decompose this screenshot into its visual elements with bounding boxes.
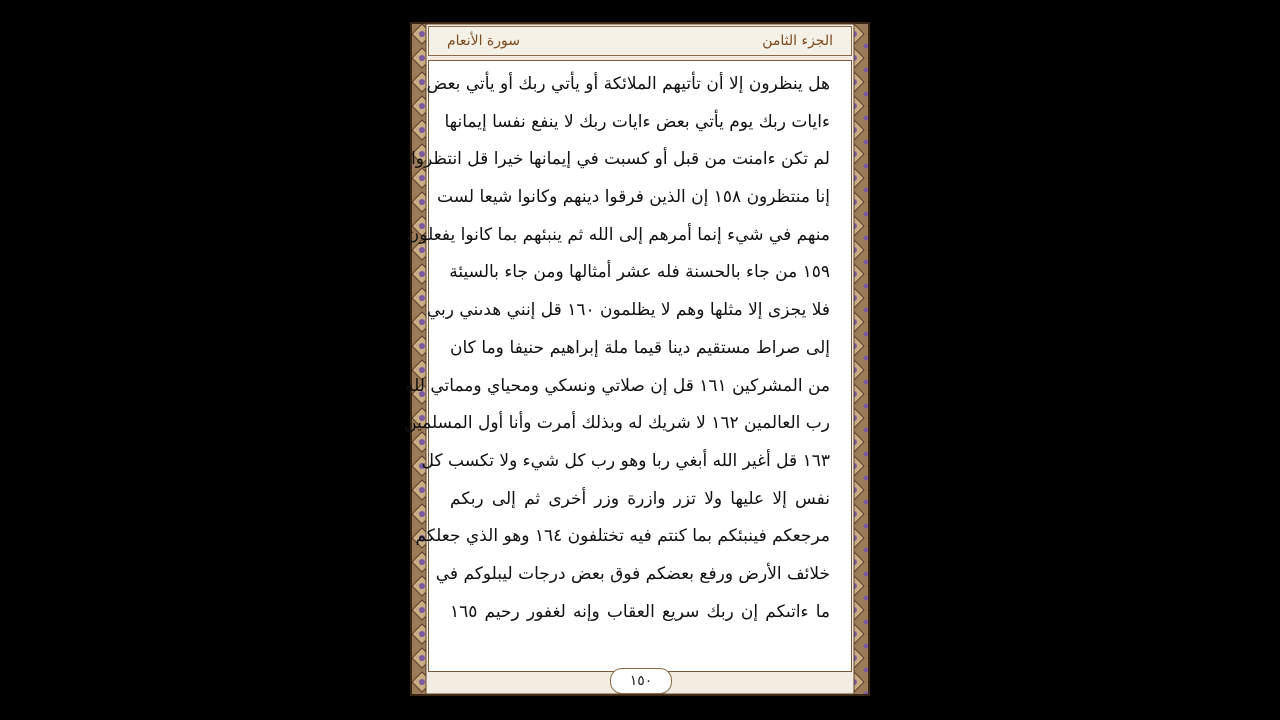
text-line: نفس إلا عليها ولا تزر وازرة وزر أخرى ثم إلى ربكم	[450, 488, 830, 509]
mushaf-page	[404, 22, 870, 696]
text-line: ءايات ربك يوم يأتي بعض ءايات ربك لا ينفع نفسا إيمانها	[444, 111, 830, 132]
page-header	[428, 26, 852, 56]
page-number-label: ١٥٠	[629, 673, 653, 689]
text-line: منهم في شيء إنما أمرهم إلى الله ثم ينبئهم بما كانوا يفعلون	[406, 224, 830, 245]
text-line: فلا يجزى إلا مثلها وهم لا يظلمون ١٦٠ قل إنني هدىني ربي	[426, 300, 830, 321]
page-number	[610, 668, 672, 694]
surah-name: سورة الأنعام	[447, 33, 520, 49]
text-line: إنا منتظرون ١٥٨ إن الذين فرقوا دينهم وكانوا شيعا لست	[437, 187, 830, 208]
text-line: هل ينظرون إلا أن تأتيهم الملائكة أو يأتي ربك أو يأتي بعض	[426, 74, 830, 94]
text-line: خلائف الأرض ورفع بعضكم فوق بعض درجات ليبلوكم في	[435, 563, 830, 584]
text-line: ١٥٩ من جاء بالحسنة فله عشر أمثالها ومن جاء بالسيئة	[449, 262, 830, 283]
quran-text	[404, 66, 830, 631]
text-line: ما ءاتىكم إن ربك سريع العقاب وإنه لغفور رحيم ١٦٥	[450, 601, 830, 622]
text-line: رب العالمين ١٦٢ لا شريك له وبذلك أمرت وأنا أول المسلمين	[404, 413, 830, 434]
text-line: لم تكن ءامنت من قبل أو كسبت في إيمانها خيرا قل انتظروا	[411, 149, 830, 170]
text-line: من المشركين ١٦١ قل إن صلاتي ونسكي ومحياي ومماتي لله	[405, 375, 830, 396]
juz-name: الجزء الثامن	[762, 33, 833, 49]
text-line: ١٦٣ قل أغير الله أبغي ربا وهو رب كل شيء ولا تكسب كل	[421, 450, 830, 471]
text-line: مرجعكم فينبئكم بما كنتم فيه تختلفون ١٦٤ وهو الذي جعلكم	[415, 526, 830, 547]
text-line: إلى صراط مستقيم دينا قيما ملة إبراهيم حنيفا وما كان	[450, 337, 830, 358]
